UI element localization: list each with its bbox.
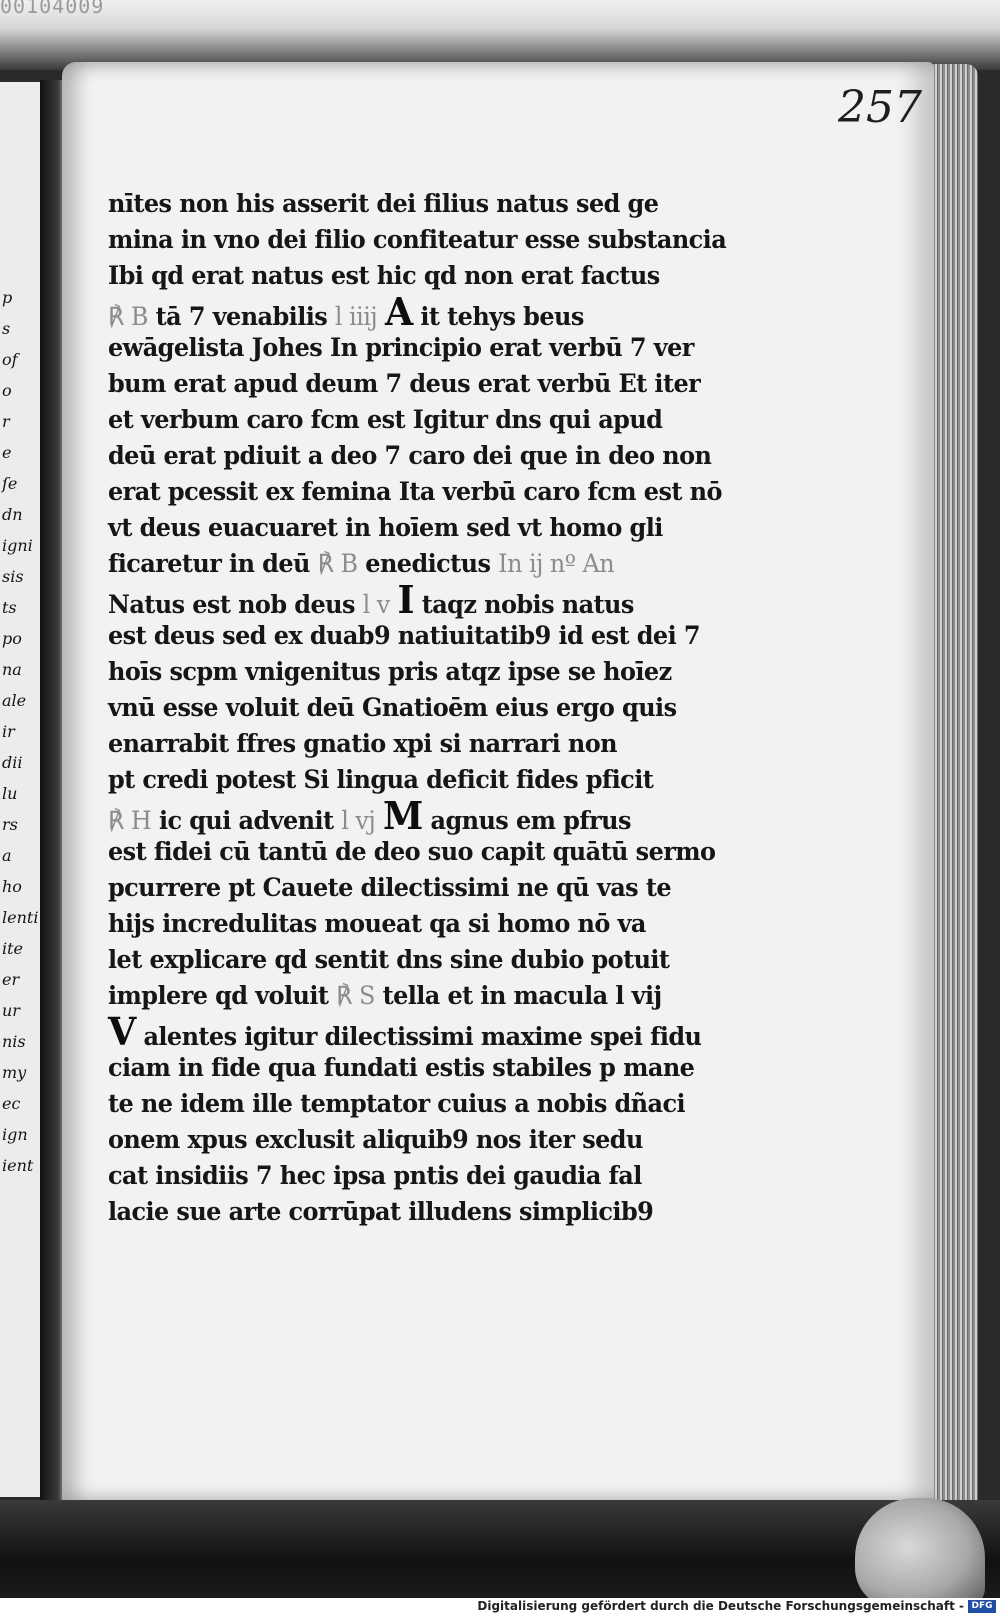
rubric: In ij nº An bbox=[498, 549, 615, 578]
text-line bbox=[108, 330, 748, 366]
left-page-fragment: ho bbox=[2, 877, 22, 896]
left-page-fragment: er bbox=[2, 970, 20, 989]
left-page-fragment: dn bbox=[2, 505, 23, 524]
left-page-fragment: ur bbox=[2, 1001, 20, 1020]
dfg-logo: DFG bbox=[968, 1600, 996, 1613]
text-line bbox=[108, 654, 748, 690]
manuscript-text-block bbox=[108, 186, 776, 1230]
left-page-fragment: lenti bbox=[2, 908, 39, 927]
text-line bbox=[108, 942, 748, 978]
left-page-fragment: ign bbox=[2, 1125, 28, 1144]
line-text: cat insidiis 7 hec ipsa pntis dei gaudia fal bbox=[108, 1161, 642, 1190]
line-text: deū erat pdiuit a deo 7 caro dei que in deo non bbox=[108, 441, 712, 470]
rubric: l v bbox=[362, 590, 390, 619]
left-page-fragment: rs bbox=[2, 815, 18, 834]
line-text: ic qui advenit bbox=[158, 806, 334, 835]
rubric: l iiij bbox=[334, 302, 378, 331]
line-text: lacie sue arte corrūpat illudens simplicib9 bbox=[108, 1197, 654, 1226]
text-line bbox=[108, 1158, 748, 1194]
line-text: bum erat apud deum 7 deus erat verbū Et iter bbox=[108, 369, 701, 398]
text-line bbox=[108, 726, 748, 762]
text-line bbox=[108, 1050, 748, 1086]
text-line bbox=[108, 186, 748, 222]
text-line bbox=[108, 258, 748, 294]
left-page-fragment: ſe bbox=[2, 474, 18, 493]
left-page-fragment: dii bbox=[2, 753, 23, 772]
left-page-fragment: r bbox=[2, 412, 10, 431]
left-page-fragment: ec bbox=[2, 1094, 21, 1113]
text-line bbox=[108, 793, 748, 838]
left-page-fragment: a bbox=[2, 846, 12, 865]
book-top-background bbox=[0, 0, 1000, 70]
rubric: l vj bbox=[341, 806, 376, 835]
rubric: ℟ H bbox=[108, 806, 152, 835]
line-text: pcurrere pt Cauete dilectissimi ne qū vas te bbox=[108, 873, 672, 902]
rubric: ℟ B bbox=[108, 302, 148, 331]
decorated-initial: M bbox=[383, 793, 423, 838]
rubric: ℟ B bbox=[317, 549, 358, 578]
line-text: Natus est nob deus bbox=[108, 590, 355, 619]
digitization-credit: Digitalisierung gefördert durch die Deutsche Forschungsgemeinschaft - bbox=[477, 1599, 964, 1613]
left-page-fragment: sis bbox=[2, 567, 24, 586]
text-line bbox=[108, 1086, 748, 1122]
line-text: ciam in fide qua fundati estis stabiles p mane bbox=[108, 1053, 695, 1082]
left-page-fragment: ient bbox=[2, 1156, 34, 1175]
text-line bbox=[108, 1009, 748, 1054]
left-page-fragment: ite bbox=[2, 939, 24, 958]
left-page-fragment: of bbox=[2, 350, 18, 369]
line-text: vt deus euacuaret in hoīem sed vt homo gli bbox=[108, 513, 663, 542]
text-line bbox=[108, 222, 748, 258]
line-text: pt credi potest Si lingua deficit fides pficit bbox=[108, 765, 654, 794]
line-text: ficaretur in deū bbox=[108, 549, 310, 578]
left-page-fragment: ts bbox=[2, 598, 17, 617]
left-page-fragment: e bbox=[2, 443, 12, 462]
text-line bbox=[108, 618, 748, 654]
left-page-fragment: my bbox=[2, 1063, 27, 1082]
text-line bbox=[108, 474, 748, 510]
line-text: hijs incredulitas moueat qa si homo nō va bbox=[108, 909, 646, 938]
line-text: Ibi qd erat natus est hic qd non erat factus bbox=[108, 261, 660, 290]
book-bottom-background bbox=[0, 1500, 1000, 1600]
line-text: onem xpus exclusit aliquib9 nos iter sedu bbox=[108, 1125, 643, 1154]
left-page-fragment: p bbox=[2, 288, 13, 307]
line-text: hoīs scpm vnigenitus pris atqz ipse se hoīez bbox=[108, 657, 672, 686]
line-text: enarrabit ffres gnatio xpi si narrari non bbox=[108, 729, 618, 758]
text-line bbox=[108, 762, 748, 798]
line-text: est deus sed ex duab9 natiuitatib9 id est dei 7 bbox=[108, 621, 700, 650]
page-edges bbox=[928, 64, 978, 1504]
folio-number: 257 bbox=[838, 82, 922, 133]
line-text: et verbum caro fcm est Igitur dns qui apud bbox=[108, 405, 663, 434]
text-line bbox=[108, 402, 748, 438]
line-text: erat pcessit ex femina Ita verbū caro fcm est nō bbox=[108, 477, 722, 506]
line-text: tella et in macula l vij bbox=[382, 981, 662, 1010]
decorated-initial: A bbox=[384, 289, 413, 334]
left-page-fragment: s bbox=[2, 319, 11, 338]
text-line bbox=[108, 870, 748, 906]
text-line bbox=[108, 510, 748, 546]
text-line bbox=[108, 690, 748, 726]
line-text: te ne idem ille temptator cuius a nobis dñaci bbox=[108, 1089, 686, 1118]
text-line bbox=[108, 834, 748, 870]
line-text: est fidei cū tantū de deo suo capit quātū sermo bbox=[108, 837, 716, 866]
text-line bbox=[108, 1194, 748, 1230]
line-text: enedictus bbox=[365, 549, 491, 578]
holding-thumb bbox=[855, 1498, 985, 1608]
rubric: ℟ S bbox=[336, 981, 375, 1010]
left-page-text-fragments bbox=[2, 282, 38, 1181]
line-text: agnus em pfrus bbox=[430, 806, 631, 835]
line-text: implere qd voluit bbox=[108, 981, 329, 1010]
text-line bbox=[108, 577, 748, 622]
text-line bbox=[108, 978, 748, 1014]
line-text: mina in vno dei filio confiteatur esse substancia bbox=[108, 225, 727, 254]
left-page-fragment: lu bbox=[2, 784, 18, 803]
left-page-fragment: nis bbox=[2, 1032, 26, 1051]
text-line bbox=[108, 546, 748, 582]
line-text: alentes igitur dilectissimi maxime spei fidu bbox=[143, 1022, 702, 1051]
left-page-fragment: po bbox=[2, 629, 22, 648]
line-text: ewāgelista Johes In principio erat verbū 7 ver bbox=[108, 333, 694, 362]
decorated-initial: V bbox=[108, 1009, 136, 1054]
left-page-fragment: ir bbox=[2, 722, 15, 741]
line-text: nītes non his asserit dei filius natus sed ge bbox=[108, 189, 659, 218]
left-page-fragment: o bbox=[2, 381, 12, 400]
line-text: let explicare qd sentit dns sine dubio potuit bbox=[108, 945, 670, 974]
left-page-fragment: igni bbox=[2, 536, 33, 555]
line-text: tā 7 venabilis bbox=[155, 302, 328, 331]
text-line bbox=[108, 289, 748, 334]
line-text: vnū esse voluit deū Gnatioēm eius ergo quis bbox=[108, 693, 677, 722]
text-line bbox=[108, 438, 748, 474]
text-line bbox=[108, 1122, 748, 1158]
left-page-fragment: na bbox=[2, 660, 22, 679]
decorated-initial: I bbox=[397, 577, 414, 622]
shelfmark: 00104009 bbox=[0, 0, 105, 18]
text-line bbox=[108, 906, 748, 942]
text-line bbox=[108, 366, 748, 402]
left-page-fragment: ale bbox=[2, 691, 27, 710]
line-text: taqz nobis natus bbox=[421, 590, 634, 619]
line-text: it tehys beus bbox=[420, 302, 584, 331]
